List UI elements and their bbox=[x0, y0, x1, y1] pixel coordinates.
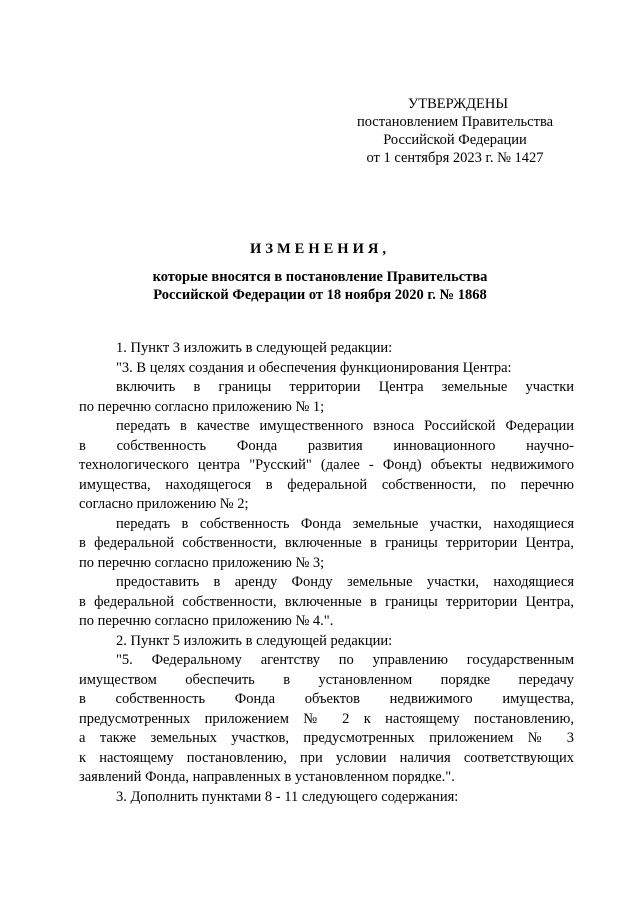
paragraph-9: 3. Дополнить пунктами 8 - 11 следующего содержания: bbox=[116, 788, 459, 805]
approval-line-1: постановлением Правительства bbox=[356, 114, 554, 130]
paragraph-4-line-3: технологического центра "Русский" (далее - Фонд) объекты недвижимого bbox=[79, 457, 574, 473]
document-title: ИЗМЕНЕНИЯ, bbox=[250, 241, 390, 257]
paragraph-1: 1. Пункт 3 изложить в следующей редакции: bbox=[116, 340, 393, 356]
approval-line-3: от 1 сентября 2023 г. № 1427 bbox=[366, 150, 544, 166]
approval-block bbox=[345, 95, 565, 167]
paragraph-8-line-7: заявлений Фонда, направленных в установленном порядке.". bbox=[79, 769, 455, 785]
subtitle-line-1: которые вносятся в постановление Правительства bbox=[152, 269, 488, 285]
document-subtitle bbox=[0, 268, 640, 304]
paragraph-4-line-5: согласно приложению № 2; bbox=[79, 496, 249, 512]
paragraph-6-line-3: по перечню согласно приложению № 4.". bbox=[79, 613, 334, 629]
paragraph-4-line-2: в собственность Фонда развития инновационного научно- bbox=[79, 437, 574, 454]
subtitle-line-2: Российской Федерации от 18 ноября 2020 г. № 1868 bbox=[153, 287, 487, 303]
paragraph-2: "3. В целях создания и обеспечения функционирования Центра: bbox=[116, 359, 512, 376]
paragraph-8-line-4: предусмотренных приложением № 2 к настоящему постановлению, bbox=[79, 710, 574, 727]
paragraph-6-line-1: предоставить в аренду Фонду земельные участки, находящиеся bbox=[116, 574, 574, 590]
document-body bbox=[79, 339, 574, 807]
approval-line-2: Российской Федерации bbox=[383, 132, 527, 148]
paragraph-8-line-1: "5. Федеральному агентству по управлению государственным bbox=[116, 652, 574, 668]
paragraph-3-line-2: по перечню согласно приложению № 1; bbox=[79, 398, 325, 415]
paragraph-8-line-5: а также земельных участков, предусмотренных приложением № 3 bbox=[79, 730, 574, 746]
paragraph-5-line-1: передать в собственность Фонда земельные участки, находящиеся bbox=[116, 515, 574, 532]
paragraph-7: 2. Пункт 5 изложить в следующей редакции: bbox=[116, 632, 393, 649]
paragraph-8-line-6: к настоящему постановлению, при условии наличия соответствующих bbox=[79, 749, 574, 766]
paragraph-5-line-2: в федеральной собственности, включенные в границы территории Центра, bbox=[79, 535, 574, 551]
paragraph-4-line-1: передать в качестве имущественного взноса Российской Федерации bbox=[116, 418, 574, 434]
paragraph-6-line-2: в федеральной собственности, включенные в границы территории Центра, bbox=[79, 593, 574, 610]
paragraph-8-line-3: в собственность Фонда объектов недвижимого имущества, bbox=[79, 691, 574, 707]
paragraph-4-line-4: имущества, находящегося в федеральной собственности, по перечню bbox=[79, 476, 574, 493]
paragraph-5-line-3: по перечню согласно приложению № 3; bbox=[79, 554, 325, 571]
paragraph-8-line-2: имуществом обеспечить в установленном порядке передачу bbox=[79, 671, 574, 688]
paragraph-3-line-1: включить в границы территории Центра земельные участки bbox=[116, 379, 574, 395]
approval-heading: УТВЕРЖДЕНЫ bbox=[407, 96, 509, 112]
